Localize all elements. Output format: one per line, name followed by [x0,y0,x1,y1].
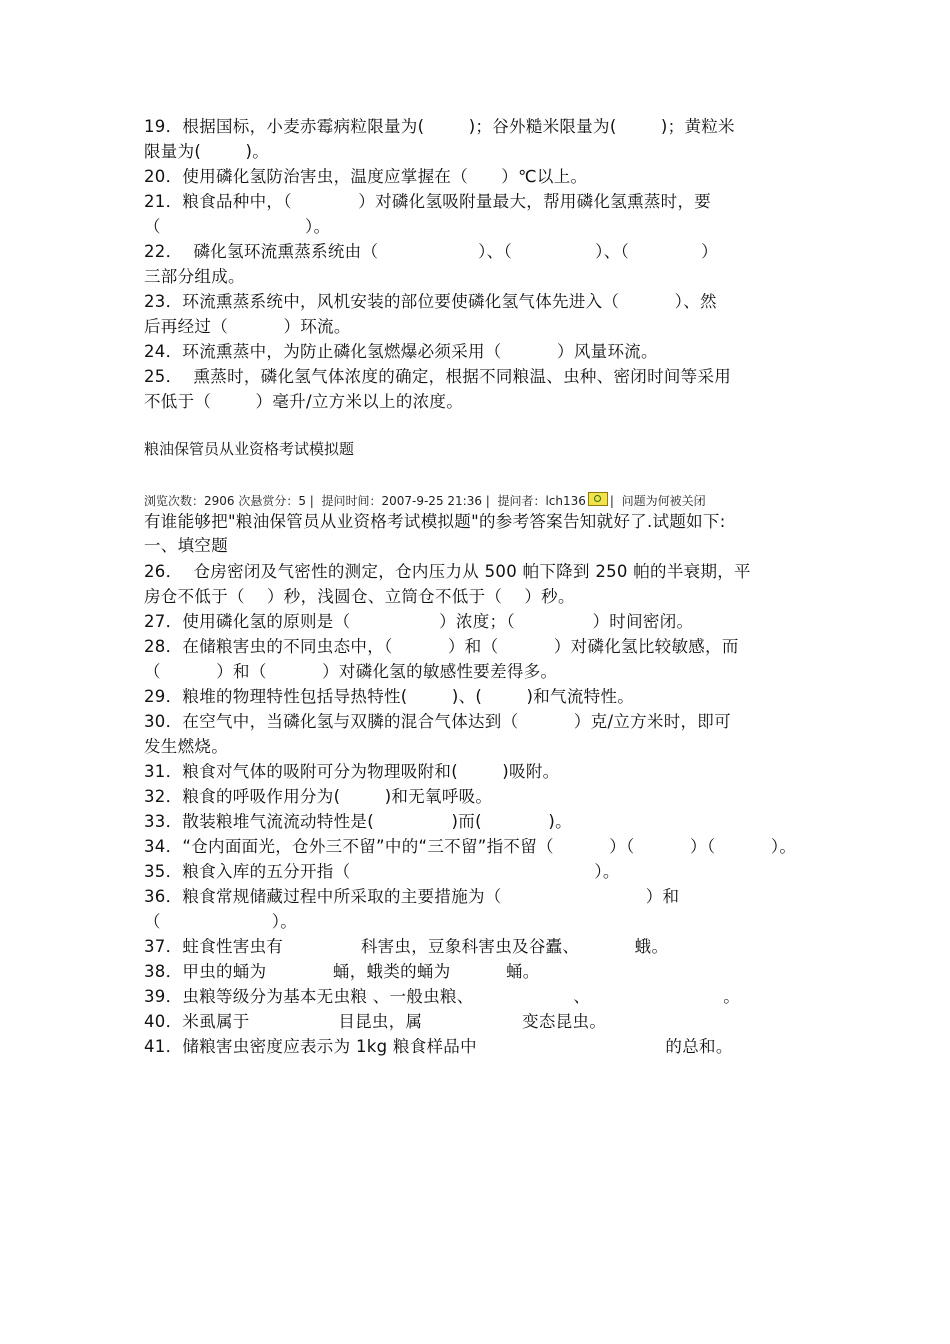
page-title: 粮油保管员从业资格考试模拟题 [144,440,355,458]
intro-block [144,511,812,558]
question-line: 21．粮食品种中，（ ）对磷化氢吸附量最大，帮用磷化氢熏蒸时，要 [144,192,712,211]
question-line [144,1084,812,1109]
question-line: （ ）和（ ）对磷化氢的敏感性要差得多。 [144,662,558,681]
question-line: 34．“仓内面面光，仓外三不留”中的“三不留”指不留（ ）（ ）（ ）。 [144,837,797,856]
question-line: 27．使用磷化氢的原则是（ ）浓度；（ ）时间密闭。 [144,612,694,631]
question-line: 22． 磷化氢环流熏蒸系统由（ ）、（ ）、（ ） [144,242,718,261]
question-line: 三部分组成。 [144,267,245,286]
question-line: 38．甲虫的蛹为 蛹，蛾类的蛹为 蛹。 [144,962,540,981]
question-line: 35．粮食入库的五分开指（ ）。 [144,862,620,881]
question-line [144,1109,812,1134]
section-heading: 一、填空题 [144,536,228,555]
question-line: 23．环流熏蒸系统中，风机安装的部位要使磷化氢气体先进入（ ）、然 [144,292,717,311]
question-line: 36．粮食常规储藏过程中所采取的主要措施为（ ）和 [144,887,680,906]
question-line: 39．虫粮等级分为基本无虫粮 、一般虫粮、 、 。 [144,987,741,1006]
question-line: （ ）。 [144,912,298,931]
question-line [144,1059,812,1084]
question-line: 25． 熏蒸时，磷化氢气体浓度的确定，根据不同粮温、虫种、密闭时间等采用 [144,367,732,386]
section-title [144,437,812,461]
question-line: 29．粮堆的物理特性包括导热特性( )、( )和气流特性。 [144,687,635,706]
question-line: 房仓不低于（ ）秒，浅圆仓、立筒仓不低于（ ）秒。 [144,587,575,606]
question-line: 26． 仓房密闭及气密性的测定，仓内压力从 500 帕下降到 250 帕的半衰期，平 [144,562,751,581]
question-line: 不低于（ ）毫升/立方米以上的浓度。 [144,392,464,411]
question-line: 20．使用磷化氢防治害虫，温度应掌握在（ ）℃以上。 [144,167,588,186]
question-block-1 [144,114,812,414]
question-line: 32．粮食的呼吸作用分为( )和无氧呼吸。 [144,787,493,806]
meta-separator: | [609,494,622,508]
question-line: 30．在空气中，当磷化氢与双膦的混合气体达到（ ）克/立方米时，即可 [144,712,731,731]
question-line: 发生燃烧。 [144,737,228,756]
question-line: 19．根据国标，小麦赤霉病粒限量为( )；谷外糙米限量为( )；黄粒米 [144,117,735,136]
question-line: 限量为( )。 [144,142,270,161]
question-line: 40．米虱属于 目昆虫，属 变态昆虫。 [144,1012,607,1031]
question-line: 24．环流熏蒸中，为防止磷化氢燃爆必须采用（ ）风量环流。 [144,342,658,361]
question-line: 后再经过（ ）环流。 [144,317,351,336]
question-block-2 [144,559,812,1134]
question-line: 37．蛀食性害虫有 科害虫，豆象科害虫及谷蠹、 蛾。 [144,937,669,956]
why-closed-link[interactable]: 问题为何被关闭 [621,494,706,508]
question-line: （ ）。 [144,217,331,236]
question-line: 33．散装粮堆气流流动特性是( )而( )。 [144,812,572,831]
intro-text: 有谁能够把"粮油保管员从业资格考试模拟题"的参考答案告知就好了.试题如下: [144,512,726,531]
question-line: 28．在储粮害虫的不同虫态中，（ ）和（ ）对磷化氢比较敏感，而 [144,637,739,656]
meta-text: 浏览次数：2906 次悬赏分：5 | 提问时间：2007-9-25 21:36 | 提问者：lch136 [144,494,586,508]
question-line: 31．粮食对气体的吸附可分为物理吸附和( )吸附。 [144,762,560,781]
user-level-icon[interactable] [588,492,608,506]
post-meta [144,492,812,510]
question-line: 41．储粮害虫密度应表示为 1kg 粮食样品中 的总和。 [144,1037,733,1056]
